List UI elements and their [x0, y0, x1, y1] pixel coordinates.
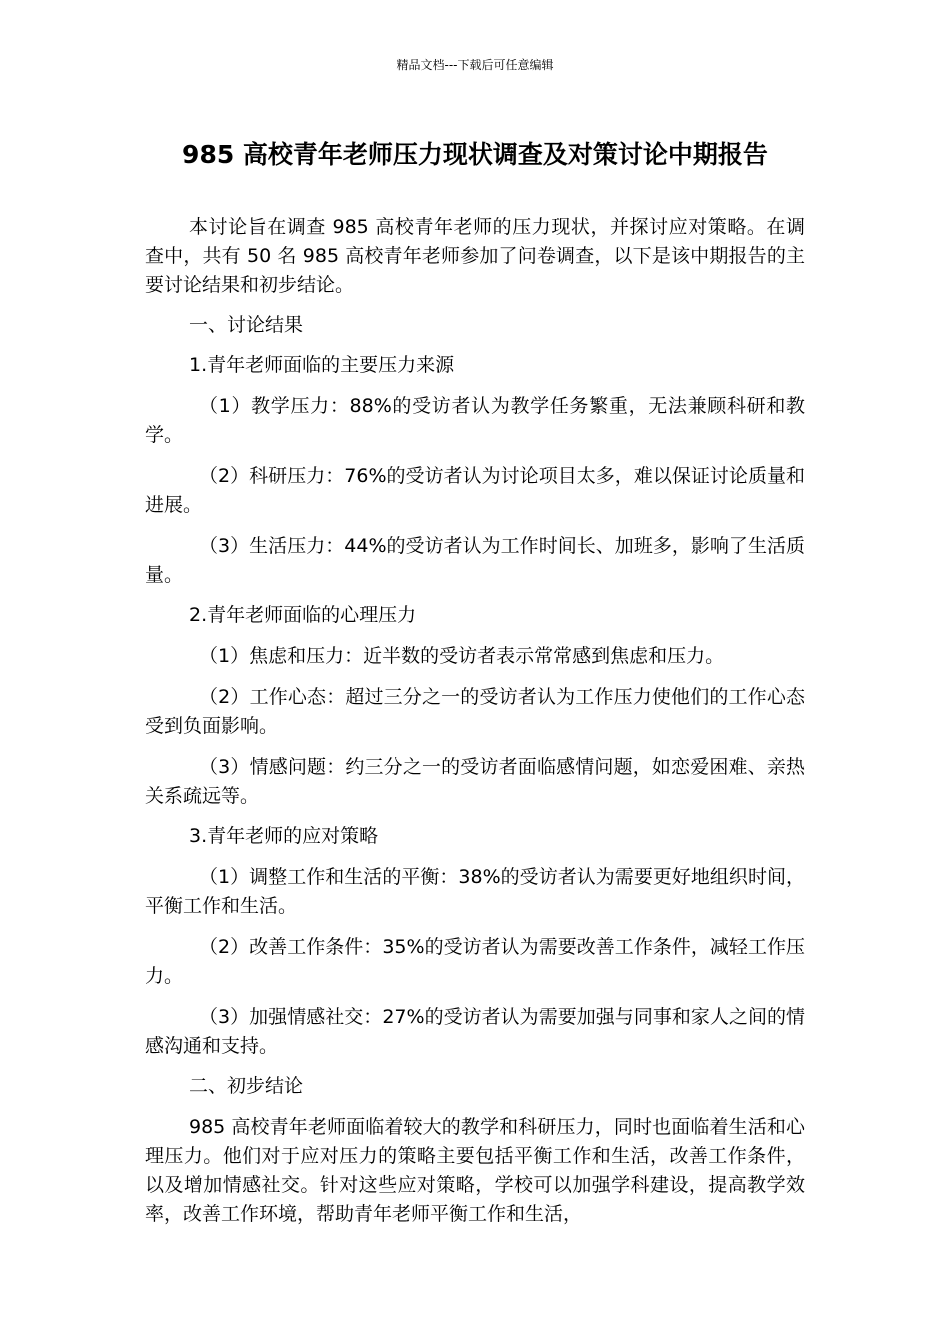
page-header-watermark: 精品文档---下载后可任意编辑: [396, 58, 554, 72]
subsection-heading-psychological-stress: 2.青年老师面临的心理压力: [189, 604, 417, 626]
list-item: （2）工作心态：超过三分之一的受访者认为工作压力使他们的工作心态受到负面影响。: [145, 686, 805, 737]
list-item: （1）焦虑和压力：近半数的受访者表示常常感到焦虑和压力。: [199, 645, 725, 667]
list-item: （2）改善工作条件：35%的受访者认为需要改善工作条件，减轻工作压力。: [145, 936, 805, 987]
section-heading-conclusions: 二、初步结论: [189, 1075, 304, 1097]
list-item: （2）科研压力：76%的受访者认为讨论项目太多，难以保证讨论质量和进展。: [145, 465, 805, 516]
list-item: （1）教学压力：88%的受访者认为教学任务繁重，无法兼顾科研和教学。: [145, 395, 805, 446]
list-item: （3）加强情感社交：27%的受访者认为需要加强与同事和家人之间的情感沟通和支持。: [145, 1006, 805, 1057]
subsection-heading-stress-sources: 1.青年老师面临的主要压力来源: [189, 354, 455, 376]
document-body: [145, 213, 805, 1229]
document-title: 985 高校青年老师压力现状调查及对策讨论中期报告: [182, 140, 768, 169]
subsection-heading-coping-strategies: 3.青年老师的应对策略: [189, 825, 379, 847]
section-heading-results: 一、讨论结果: [189, 314, 304, 336]
list-item: （3）生活压力：44%的受访者认为工作时间长、加班多，影响了生活质量。: [145, 535, 805, 586]
intro-paragraph: 本讨论旨在调查 985 高校青年老师的压力现状，并探讨应对策略。在调查中，共有 50 名 985 高校青年老师参加了问卷调查，以下是该中期报告的主要讨论结果和初步结论。: [145, 216, 805, 296]
list-item: （1）调整工作和生活的平衡：38%的受访者认为需要更好地组织时间，平衡工作和生活。: [145, 866, 805, 917]
list-item: （3）情感问题：约三分之一的受访者面临感情问题，如恋爱困难、亲热关系疏远等。: [145, 756, 805, 807]
conclusion-paragraph: 985 高校青年老师面临着较大的教学和科研压力，同时也面临着生活和心理压力。他们对于应对压力的策略主要包括平衡工作和生活，改善工作条件，以及增加情感社交。针对这些应对策略，学校可以加强学科建设，提高教学效率，改善工作环境，帮助青年老师平衡工作和生活，: [145, 1116, 805, 1225]
